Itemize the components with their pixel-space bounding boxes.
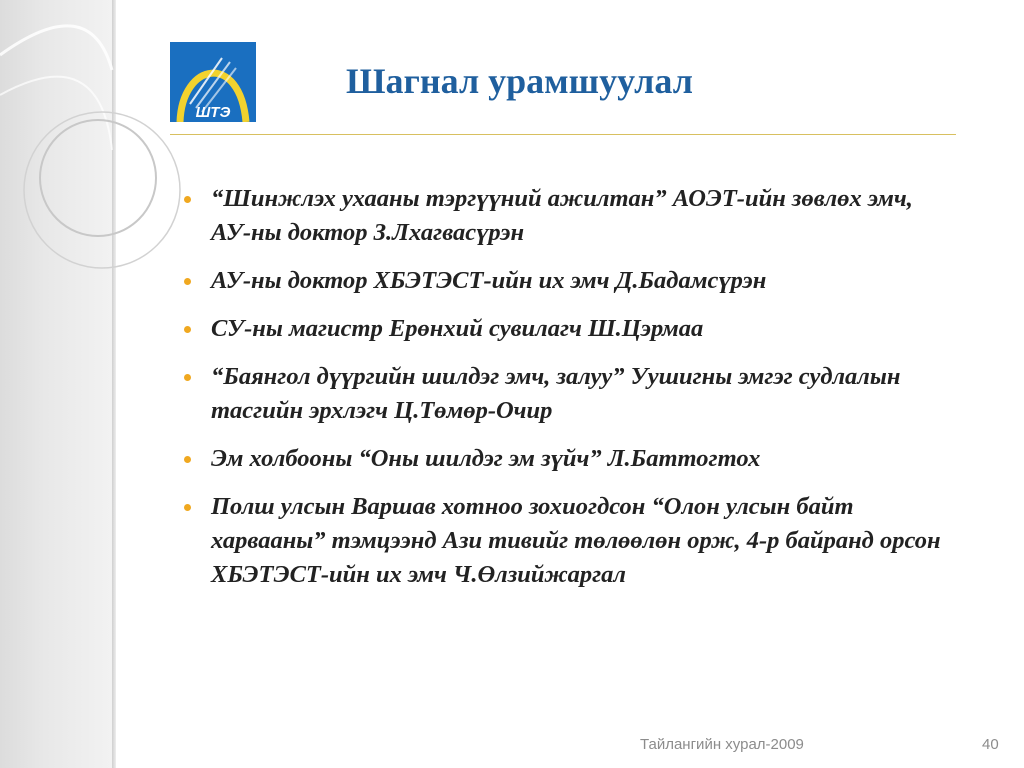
svg-text:ШТЭ: ШТЭ — [195, 104, 231, 121]
list-item — [184, 264, 944, 298]
bullet-text: Полш улсын Варшав хотноо зохиогдсон “Олон улсын байт харвааны” тэмцээнд Ази тивийг төлөөлөн орж, 4-р байранд орсон ХБЭТЭСТ-ийн их эмч Ч.Өлзийжаргал — [211, 493, 941, 588]
list-item — [184, 360, 944, 428]
bullet-icon — [184, 326, 191, 333]
list-item — [184, 442, 944, 476]
bullet-icon — [184, 374, 191, 381]
bullet-text: “Шинжлэх ухааны тэргүүний ажилтан” АОЭТ-ийн зөвлөх эмч, АУ-ны доктор З.Лхагвасүрэн — [211, 185, 913, 246]
shte-logo — [170, 42, 256, 122]
bullet-text: СУ-ны магистр Ерөнхий сувилагч Ш.Цэрмаа — [211, 315, 704, 342]
bullet-text: “Баянгол дүүргийн шилдэг эмч, залуу” Уушигны эмгэг судлалын тасгийн эрхлэгч Ц.Төмөр-Очир — [211, 363, 901, 424]
bullet-text: АУ-ны доктор ХБЭТЭСТ-ийн их эмч Д.Бадамсүрэн — [211, 267, 767, 294]
page-number: 40 — [982, 736, 999, 753]
footer-text: Тайлангийн хурал-2009 — [640, 736, 804, 753]
bullet-icon — [184, 278, 191, 285]
bullet-text: Эм холбооны “Оны шилдэг эм зүйч” Л.Баттогтох — [211, 445, 761, 472]
bullet-icon — [184, 196, 191, 203]
bullet-icon — [184, 456, 191, 463]
title-divider — [170, 134, 956, 135]
list-item — [184, 490, 944, 592]
bullet-icon — [184, 504, 191, 511]
list-item — [184, 182, 944, 250]
bullet-list — [184, 182, 944, 606]
slide-title: Шагнал урамшуулал — [346, 61, 693, 101]
list-item — [184, 312, 944, 346]
